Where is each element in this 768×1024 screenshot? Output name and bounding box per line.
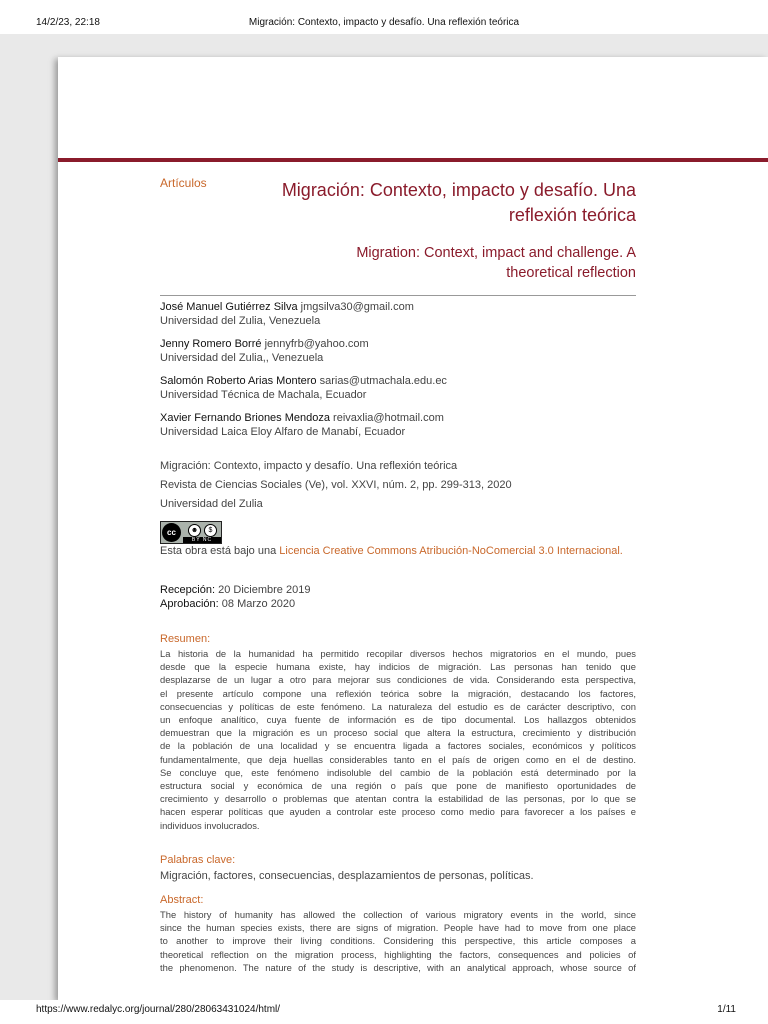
abstract-line: theoretical reflection on the migration process, highlighting the factors, consequences and policies of — [160, 948, 636, 960]
resumen-line: fundamentalmente, que deja huellas considerables tanto en el país de origen como en el de destino. — [160, 753, 636, 765]
title-es-line: reflexión teórica — [508, 205, 636, 225]
author-affiliation: Universidad del Zulia,, Venezuela — [160, 351, 324, 364]
header-rule — [58, 158, 768, 162]
abstract-line: to another to improve their living conditions. Considering this perspective, this article composes a — [160, 935, 636, 947]
resumen-line: estructura social y económica de una región o país que pone de manifiesto oportunidades de — [160, 780, 636, 792]
author-email[interactable]: jmgsilva30@gmail.com — [300, 301, 414, 313]
title-en-line: Migration: Context, impact and challenge. A — [356, 245, 636, 261]
creative-commons-badge[interactable] — [160, 521, 222, 544]
abstract-text — [160, 908, 636, 974]
article-dates — [160, 583, 636, 611]
author-email[interactable]: jennyfrb@yahoo.com — [264, 338, 369, 350]
resumen-line: desplazarse de un lugar a otro para mejorar sus condiciones de vida. Considerando esta perspectiva, — [160, 674, 636, 686]
author-name: Xavier Fernando Briones Mendoza — [160, 412, 330, 424]
resumen-line: desde que la especie humana existe, hay indicios de migración. Las personas han tenido que — [160, 661, 636, 673]
license-prefix: Esta obra está bajo una — [160, 545, 277, 557]
resumen-text — [160, 647, 636, 832]
author-entry — [160, 412, 636, 439]
resumen-line: un enfoque analítico, cuya fuente de información es de tipo documental. Los hallazgos obtenidos — [160, 714, 636, 726]
resumen-line: crecimiento y desarrollo o problemas que atentan contra la estabilidad de las personas, por lo que se — [160, 793, 636, 805]
print-header — [0, 0, 768, 34]
citation-journal: Revista de Ciencias Sociales (Ve), vol. XXVI, núm. 2, pp. 299-313, 2020 — [160, 479, 512, 491]
resumen-line: demuestran que la migración es un proceso social que altera la estructura, crecimiento y distribución — [160, 727, 636, 739]
citation-title: Migración: Contexto, impacto y desafío. Una reflexión teórica — [160, 460, 458, 472]
title-divider — [160, 295, 636, 296]
author-entry — [160, 338, 636, 365]
author-email[interactable]: sarias@utmachala.edu.ec — [319, 375, 447, 387]
resumen-line: consecuencias y políticas de este fenómeno. La naturaleza del estudio es de carácter descriptivo, con — [160, 700, 636, 712]
page-url[interactable]: https://www.redalyc.org/journal/280/28063431024/html/ — [36, 1004, 281, 1015]
citation-block — [160, 457, 636, 514]
author-email[interactable]: reivaxlia@hotmail.com — [333, 412, 444, 424]
abstract-line: the phenomenon. The nature of the study is descriptive, with an analytical approach, whose source of — [160, 961, 636, 973]
approved-date: 08 Marzo 2020 — [221, 598, 296, 610]
section-label: Artículos — [160, 176, 207, 190]
abstract-line: since the human species exists, there are signs of migration. People have had to move from one place — [160, 922, 636, 934]
author-name: Salomón Roberto Arias Montero — [160, 375, 317, 387]
license-link[interactable]: Licencia Creative Commons Atribución-NoComercial 3.0 Internacional. — [279, 545, 623, 557]
page-number: 1/11 — [717, 1004, 736, 1015]
approved-label: Aprobación: — [160, 598, 219, 610]
author-name: José Manuel Gutiérrez Silva — [160, 301, 298, 313]
citation-publisher: Universidad del Zulia — [160, 498, 263, 510]
author-affiliation: Universidad del Zulia, Venezuela — [160, 314, 321, 327]
abstract-line: The history of humanity has allowed the collection of various migratory events in the world, since — [160, 909, 636, 920]
author-affiliation: Universidad Técnica de Machala, Ecuador — [160, 388, 367, 401]
cc-icon: cc — [162, 523, 181, 542]
author-name: Jenny Romero Borré — [160, 338, 262, 350]
resumen-line: hacen esperar políticas que ayuden a controlar este proceso como medio para favorecer a los países e — [160, 806, 636, 818]
print-title: Migración: Contexto, impacto y desafío. Una reflexión teórica — [248, 17, 520, 28]
received-date: 20 Diciembre 2019 — [218, 584, 311, 596]
resumen-line: el presente artículo compone una reflexión teórica sobre la migración, destacando los factores, — [160, 687, 636, 699]
resumen-line: de la población de una localidad y se encuentra ligada a factores sociales, económicos y políticos — [160, 740, 636, 752]
received-label: Recepción: — [160, 584, 216, 596]
attribution-icon: ☻ — [188, 524, 201, 537]
noncommercial-icon: $ — [204, 524, 217, 537]
resumen-line: individuos involucrados. — [160, 819, 260, 831]
keywords-heading: Palabras clave: — [160, 854, 236, 866]
document-page — [58, 57, 768, 1000]
title-en-line: theoretical reflection — [506, 265, 636, 281]
abstract-heading: Abstract: — [160, 894, 204, 906]
cc-nc-label: NC — [202, 537, 213, 543]
author-list — [160, 301, 636, 449]
author-entry — [160, 375, 636, 402]
print-footer — [0, 1000, 768, 1024]
resumen-line: La historia de la humanidad ha permitido recopilar diversos hechos migratorios en el mundo, pues — [160, 648, 636, 659]
author-affiliation: Universidad Laica Eloy Alfaro de Manabí, Ecuador — [160, 425, 406, 438]
cc-by-label: BY — [191, 537, 201, 543]
article-title-en — [258, 243, 636, 283]
resumen-line: Se concluye que, este fenómeno indisoluble del cambio de la población está determinado por la — [160, 766, 636, 778]
author-entry — [160, 301, 636, 328]
license-statement — [160, 544, 636, 559]
print-date: 14/2/23, 22:18 — [36, 17, 100, 28]
resumen-heading: Resumen: — [160, 633, 211, 645]
keywords-text: Migración, factores, consecuencias, desplazamientos de personas, políticas. — [160, 870, 534, 882]
title-es-line: Migración: Contexto, impacto y desafío. Una — [281, 180, 636, 200]
article-title-es — [258, 178, 636, 228]
